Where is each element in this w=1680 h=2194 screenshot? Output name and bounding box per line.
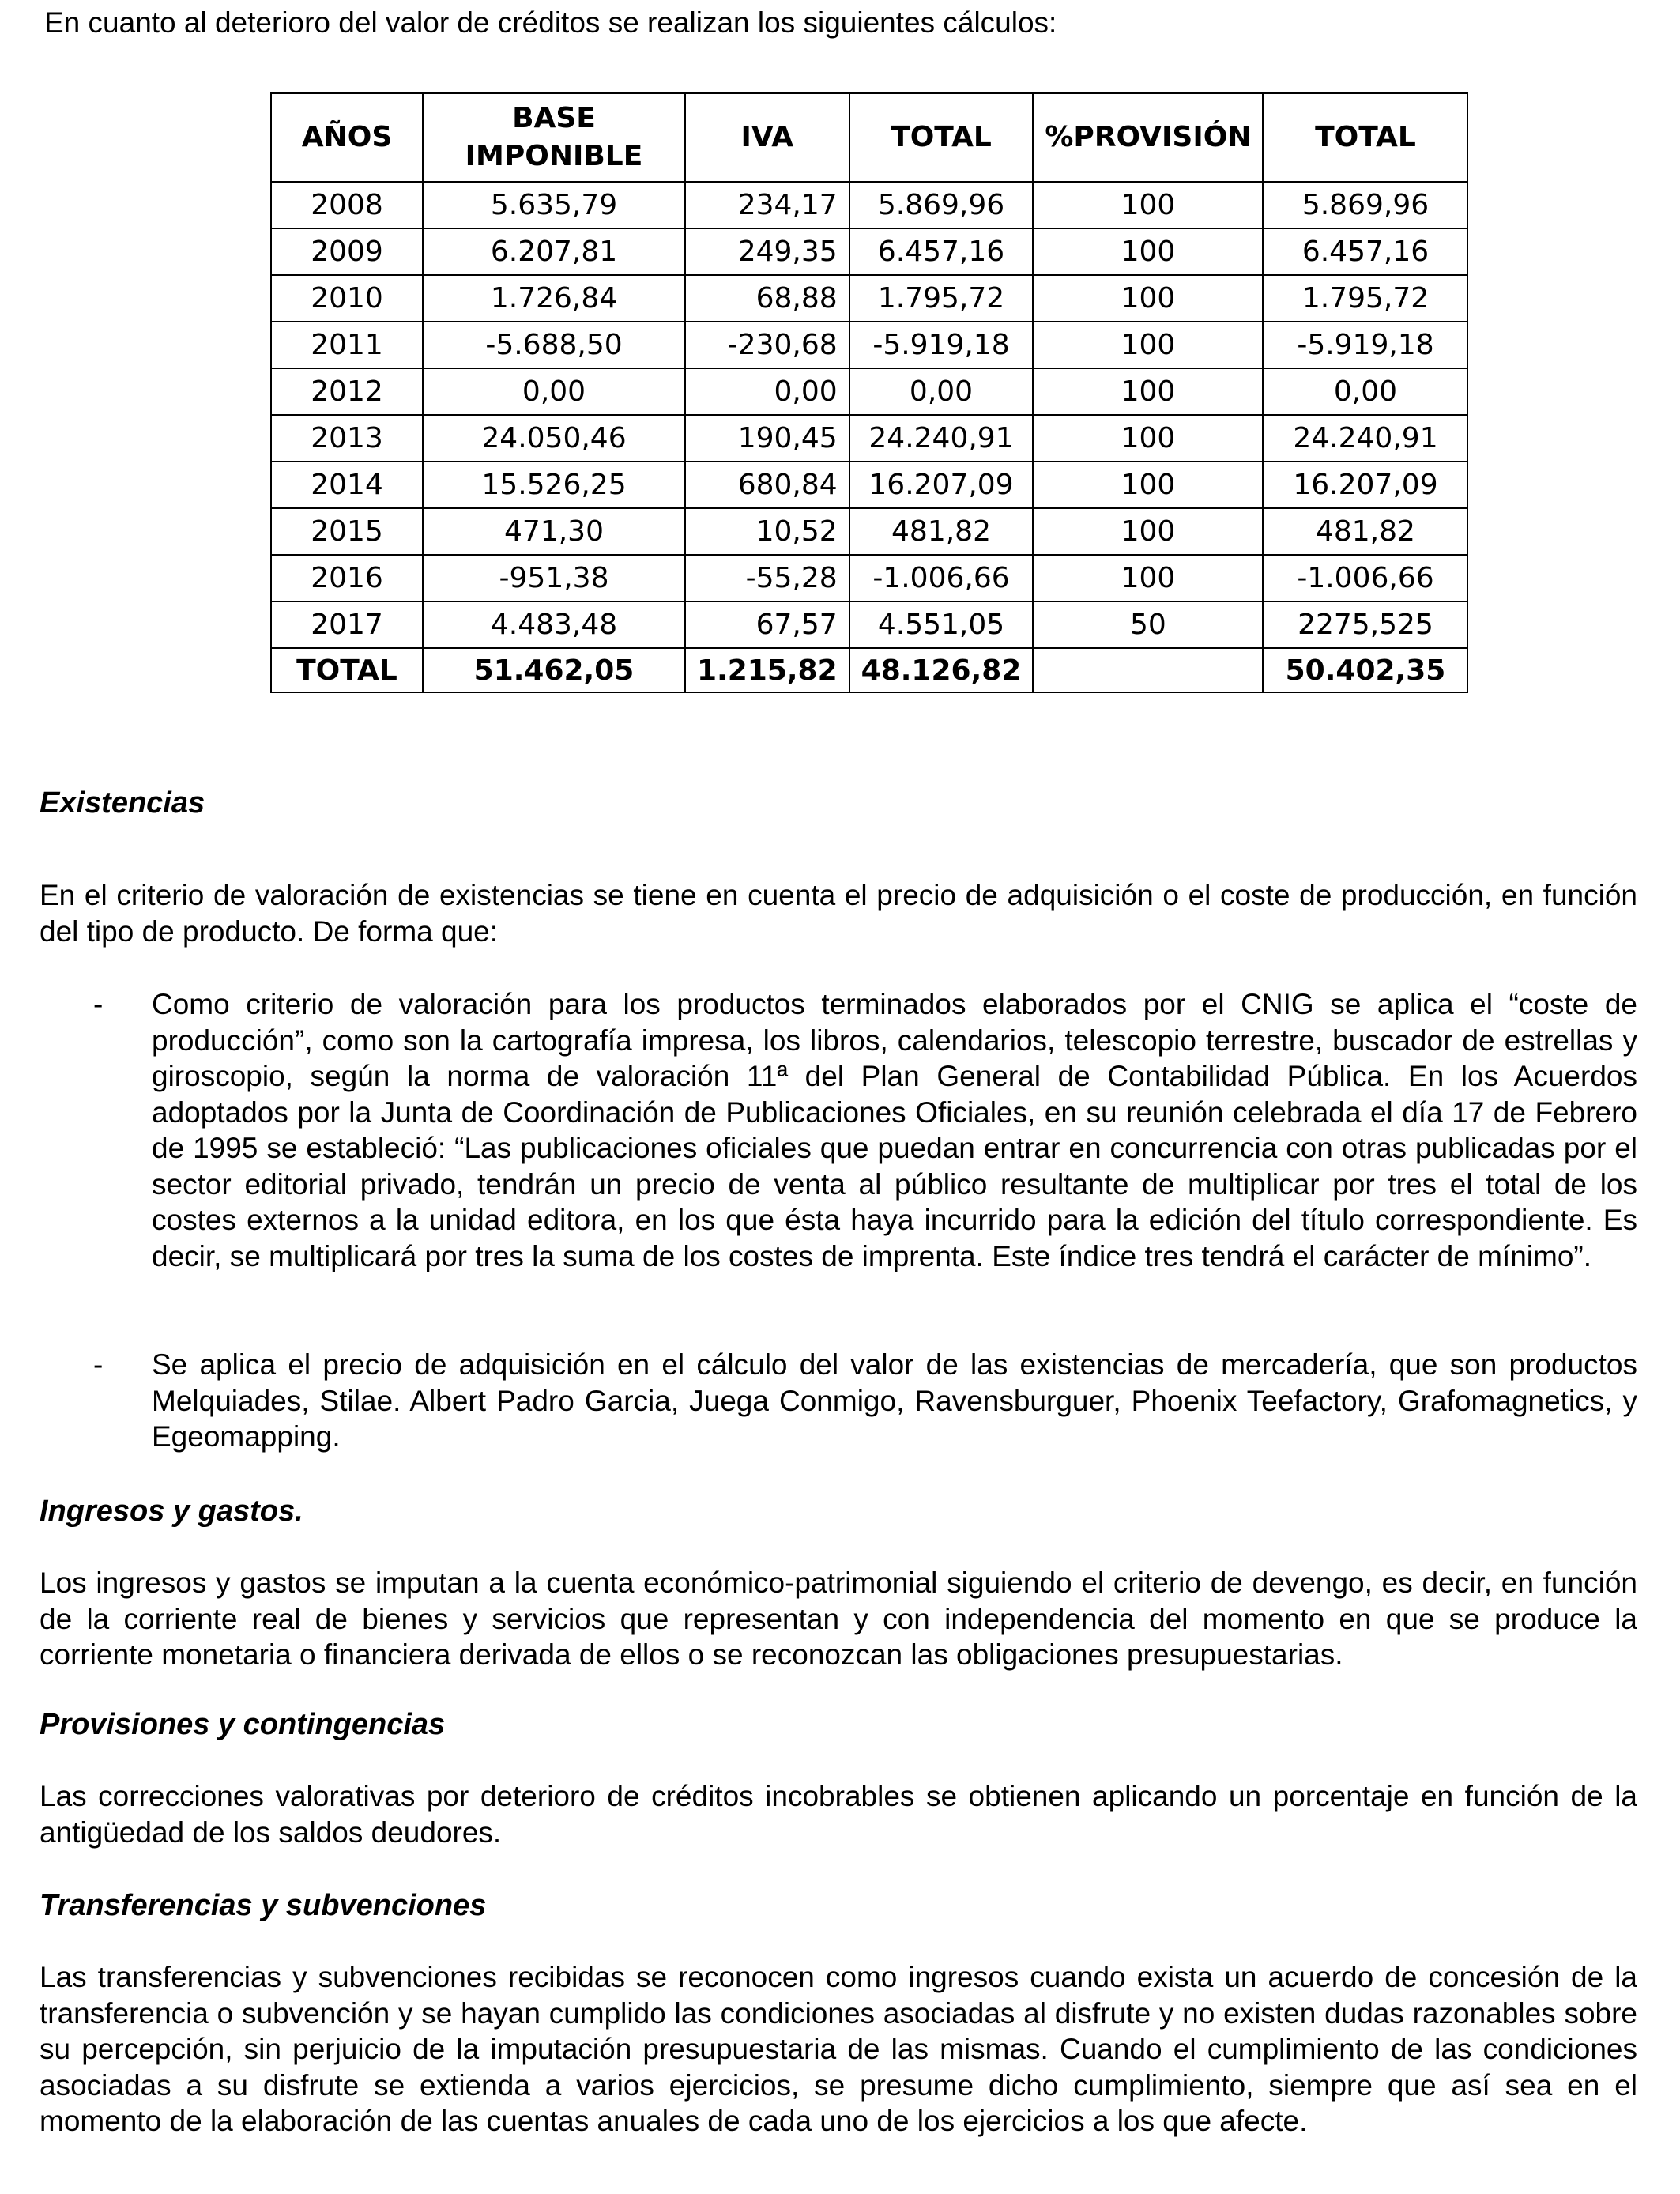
cell-iva: 234,17 [685,182,849,228]
para-provisiones: Las correcciones valorativas por deterioro de créditos incobrables se obtienen aplicando un porcentaje en función de la antigüedad de los saldos deudores. [40,1780,1637,1849]
cell-base-imponible: 5.635,79 [423,182,685,228]
cell-year: 2010 [271,275,423,322]
cell-total: 1.795,72 [849,275,1034,322]
table-row [271,555,1467,601]
para-transferencias: Las transferencias y subvenciones recibidas se reconocen como ingresos cuando exista un acuerdo de concesión de la transferencia o subvención y se hayan cumplido las condiciones asociadas al disfrute y no existen dudas razonables sobre su percepción, sin perjuicio de la imputación presupuestaria de las mismas. Cuando el cumplimiento de las condiciones asociadas a su disfrute se extienda a varios ejercicios, se presume dicho cumplimiento, siempre que así sea en el momento de la elaboración de las cuentas anuales de cada uno de los ejercicios a los que afecte. [40,1961,1637,2137]
cell-base-imponible: 1.726,84 [423,275,685,322]
table-row [271,182,1467,228]
table-header-row [271,93,1467,182]
cell-year: 2015 [271,508,423,555]
cell-total: 481,82 [849,508,1034,555]
cell-base-imponible: -951,38 [423,555,685,601]
bullet-text-precio-adquisicion: Se aplica el precio de adquisición en el cálculo del valor de las existencias de mercadería, que son productos Melquiades, Stilae. Albert Padro Garcia, Juega Conmigo, Ravensburguer, Phoenix Teefactory, Grafomagnetics, y Egeomapping. [152,1348,1637,1453]
cell-provision: 100 [1033,182,1263,228]
cell-iva: 190,45 [685,415,849,462]
cell-total: 6.457,16 [849,228,1034,275]
cell-total: 5.869,96 [849,182,1034,228]
cell-total: -5.919,18 [849,322,1034,368]
heading-transferencias: Transferencias y subvenciones [40,1889,487,1922]
cell-total: -1.006,66 [849,555,1034,601]
cell-iva: 67,57 [685,601,849,648]
header-provision: %PROVISIÓN [1033,93,1263,182]
cell-year: 2011 [271,322,423,368]
total-cell-total: 48.126,82 [849,648,1034,692]
total-cell-total-final: 50.402,35 [1263,648,1467,692]
heading-ingresos: Ingresos y gastos. [40,1495,303,1528]
cell-provision: 100 [1033,508,1263,555]
cell-total: 0,00 [849,368,1034,415]
header-base-imponible-label: BASE IMPONIBLE [465,102,643,172]
provision-table [270,92,1468,693]
total-cell-year: TOTAL [271,648,423,692]
cell-provision: 50 [1033,601,1263,648]
bullet-dash: - [93,1348,104,1381]
cell-year: 2012 [271,368,423,415]
intro-text: En cuanto al deterioro del valor de créditos se realizan los siguientes cálculos: [44,6,1057,39]
cell-provision: 100 [1033,368,1263,415]
cell-iva: 249,35 [685,228,849,275]
header-total: TOTAL [849,93,1034,182]
total-cell-base-imponible: 51.462,05 [423,648,685,692]
cell-total-final: 0,00 [1263,368,1467,415]
cell-iva: 10,52 [685,508,849,555]
table-row [271,415,1467,462]
table-total-row [271,648,1467,692]
cell-total-final: -1.006,66 [1263,555,1467,601]
table-body [271,182,1467,692]
cell-base-imponible: 24.050,46 [423,415,685,462]
cell-total-final: 2275,525 [1263,601,1467,648]
header-anos: AÑOS [271,93,423,182]
cell-total: 24.240,91 [849,415,1034,462]
cell-provision: 100 [1033,275,1263,322]
cell-provision: 100 [1033,322,1263,368]
cell-year: 2017 [271,601,423,648]
total-cell-provision [1033,648,1263,692]
cell-iva: -230,68 [685,322,849,368]
bullet-dash: - [93,988,104,1020]
cell-iva: 0,00 [685,368,849,415]
cell-year: 2014 [271,462,423,508]
table-row [271,508,1467,555]
bullet-text-coste-produccion: Como criterio de valoración para los productos terminados elaborados por el CNIG se aplica el “coste de producción”, como son la cartografía impresa, los libros, calendarios, telescopio terrestre, buscador de estrellas y giroscopio, según la norma de valoración 11ª del Plan General de Contabilidad Pública. En los Acuerdos adoptados por la Junta de Coordinación de Publicaciones Oficiales, en su reunión celebrada el día 17 de Febrero de 1995 se estableció: “Las publicaciones oficiales que puedan entrar en concurrencia con otras publicadas por el sector editorial privado, tendrán un precio de venta al público resultante de multiplicar por tres el total de los costes externos a la unidad editora, en los que ésta haya incurrido para la edición del título correspondiente. Es decir, se multiplicará por tres la suma de los costes de imprenta. Este índice tres tendrá el carácter de mínimo”. [152,988,1637,1272]
header-total-final: TOTAL [1263,93,1467,182]
cell-total-final: 481,82 [1263,508,1467,555]
cell-base-imponible: 6.207,81 [423,228,685,275]
cell-year: 2008 [271,182,423,228]
cell-year: 2016 [271,555,423,601]
cell-provision: 100 [1033,415,1263,462]
cell-total-final: 6.457,16 [1263,228,1467,275]
cell-iva: 680,84 [685,462,849,508]
cell-total-final: 16.207,09 [1263,462,1467,508]
header-base-imponible [423,93,685,182]
cell-base-imponible: 0,00 [423,368,685,415]
cell-base-imponible: 4.483,48 [423,601,685,648]
cell-provision: 100 [1033,228,1263,275]
total-cell-iva: 1.215,82 [685,648,849,692]
para-ingresos: Los ingresos y gastos se imputan a la cuenta económico-patrimonial siguiendo el criterio de devengo, es decir, en función de la corriente real de bienes y servicios que representan y con independencia del momento en que se produce la corriente monetaria o financiera derivada de ellos o se reconozcan las obligaciones presupuestarias. [40,1566,1637,1671]
table-row [271,368,1467,415]
heading-existencias: Existencias [40,786,205,820]
table-row [271,601,1467,648]
cell-base-imponible: -5.688,50 [423,322,685,368]
table-row [271,462,1467,508]
cell-provision: 100 [1033,555,1263,601]
cell-year: 2013 [271,415,423,462]
cell-total: 16.207,09 [849,462,1034,508]
heading-provisiones: Provisiones y contingencias [40,1708,446,1741]
cell-year: 2009 [271,228,423,275]
cell-iva: -55,28 [685,555,849,601]
cell-total-final: 5.869,96 [1263,182,1467,228]
cell-provision: 100 [1033,462,1263,508]
table-row [271,322,1467,368]
cell-total: 4.551,05 [849,601,1034,648]
table-row [271,228,1467,275]
cell-total-final: -5.919,18 [1263,322,1467,368]
cell-total-final: 1.795,72 [1263,275,1467,322]
cell-iva: 68,88 [685,275,849,322]
para-existencias: En el criterio de valoración de existencias se tiene en cuenta el precio de adquisición o el coste de producción, en función del tipo de producto. De forma que: [40,879,1637,948]
header-iva: IVA [685,93,849,182]
cell-total-final: 24.240,91 [1263,415,1467,462]
cell-base-imponible: 471,30 [423,508,685,555]
table-row [271,275,1467,322]
cell-base-imponible: 15.526,25 [423,462,685,508]
